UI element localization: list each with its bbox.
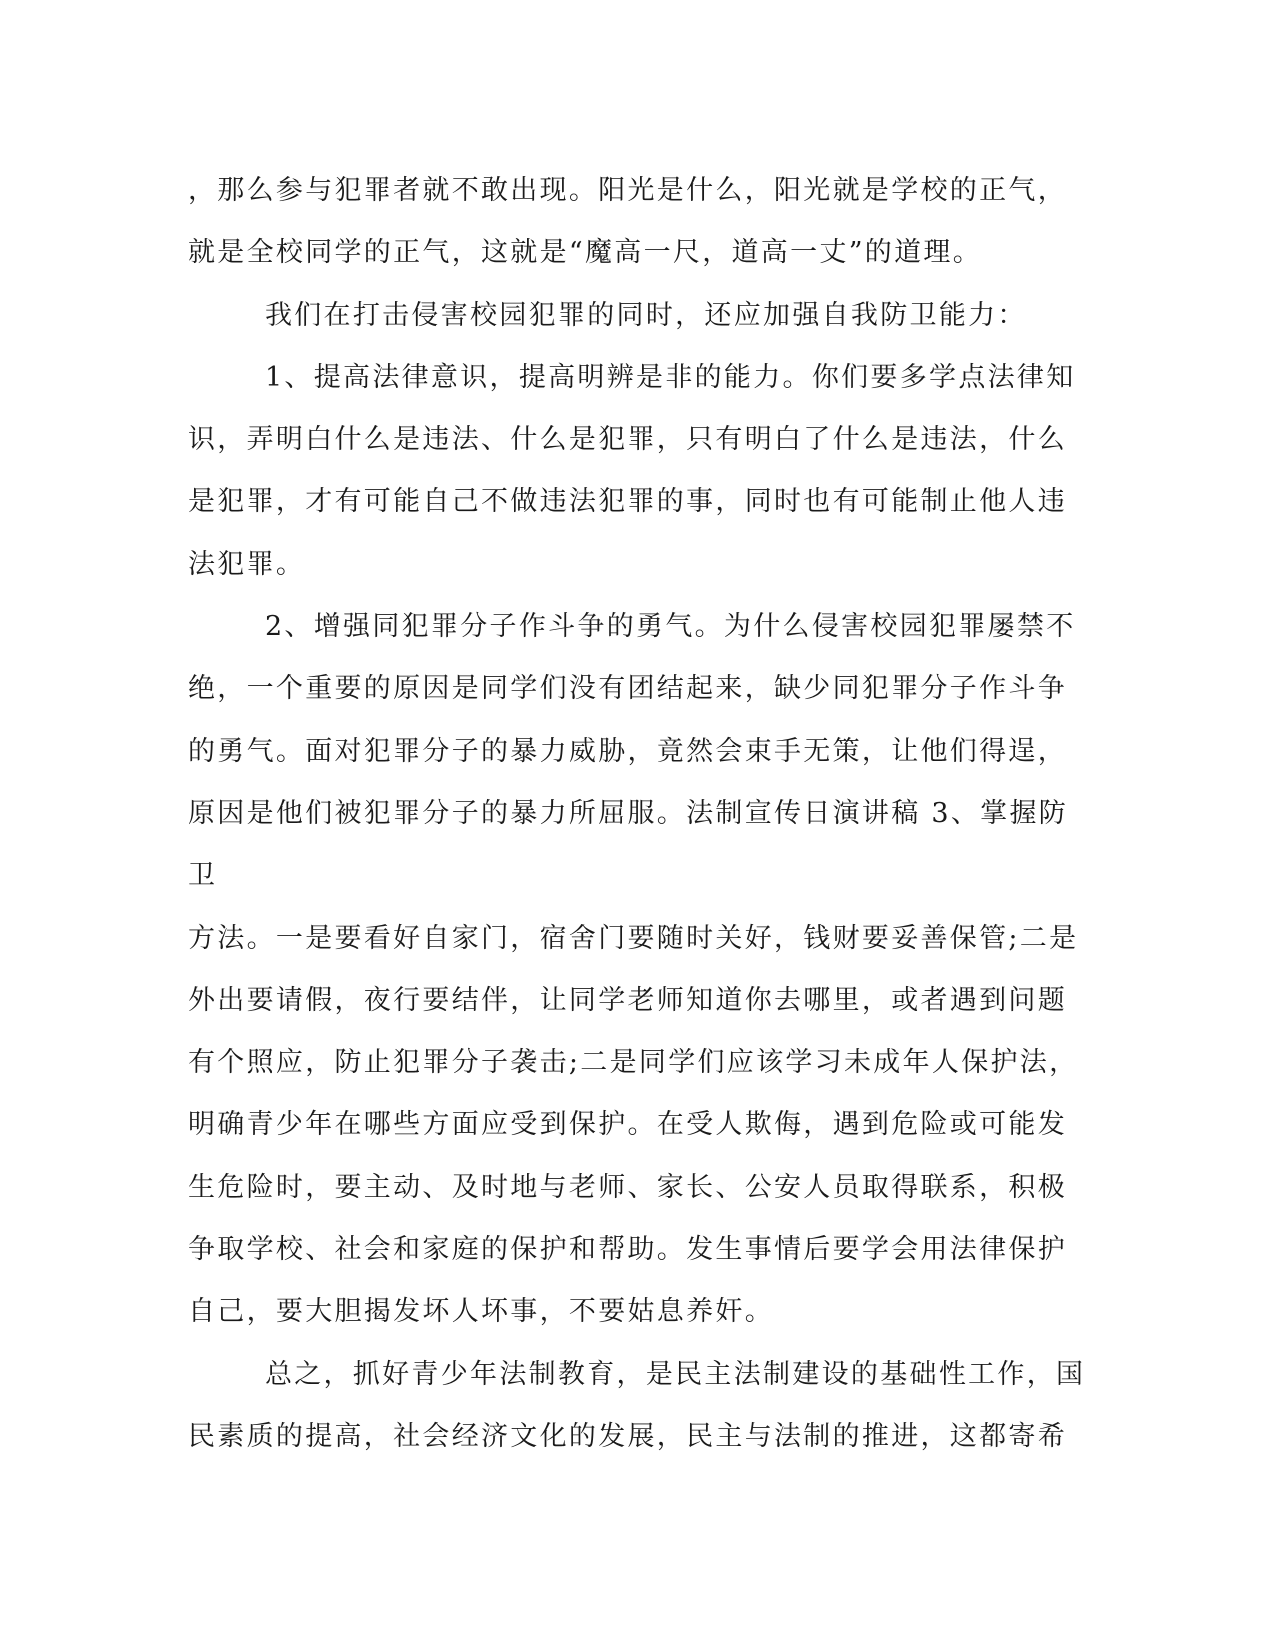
- paragraph-3: 1、提高法律意识，提高明辨是非的能力。你们要多学点法律知 识，弄明白什么是违法、什么是犯罪，只有明白了什么是违法，什么 是犯罪，才有可能自己不做违法犯罪的事，同时也有可能制止他人违 法犯罪。: [188, 361, 1076, 580]
- paragraph-2: 我们在打击侵害校园犯罪的同时，还应加强自我防卫能力：: [264, 299, 1027, 331]
- paragraph-4: 2、增强同犯罪分子作斗争的勇气。为什么侵害校园犯罪屡禁不 绝，一个重要的原因是同学们没有团结起来，缺少同犯罪分子作斗争 的勇气。面对犯罪分子的暴力威胁，竟然会束手无策，让他们得逞， 原因是他们被犯罪分子的暴力所屈服。法制宣传日演讲稿 3、掌握防卫 方法。一是要看好自家门，宿舍门要随时关好，钱财要妥善保管;二是 外出要请假，夜行要结伴，让同学老师知道你去哪里，或者遇到问题 有个照应，防止犯罪分子袭击;二是同学们应该学习未成年人保护法， 明确青少年在哪些方面应受到保护。在受人欺侮，遇到危险或可能发 生危险时，要主动、及时地与老师、家长、公安人员取得联系，积极 争取学校、社会和家庭的保护和帮助。发生事情后要学会用法律保护 自己，要大胆揭发坏人坏事，不要姑息养奸。: [188, 611, 1079, 1328]
- body-text: [188, 160, 1088, 1468]
- paragraph-1: ，那么参与犯罪者就不敢出现。阳光是什么，阳光就是学校的正气， 就是全校同学的正气，这就是“魔高一尺，道高一丈”的道理。: [188, 175, 1067, 269]
- paragraph-5: 总之，抓好青少年法制教育，是民主法制建设的基础性工作，国 民素质的提高，社会经济文化的发展，民主与法制的推进，这都寄希: [188, 1358, 1086, 1452]
